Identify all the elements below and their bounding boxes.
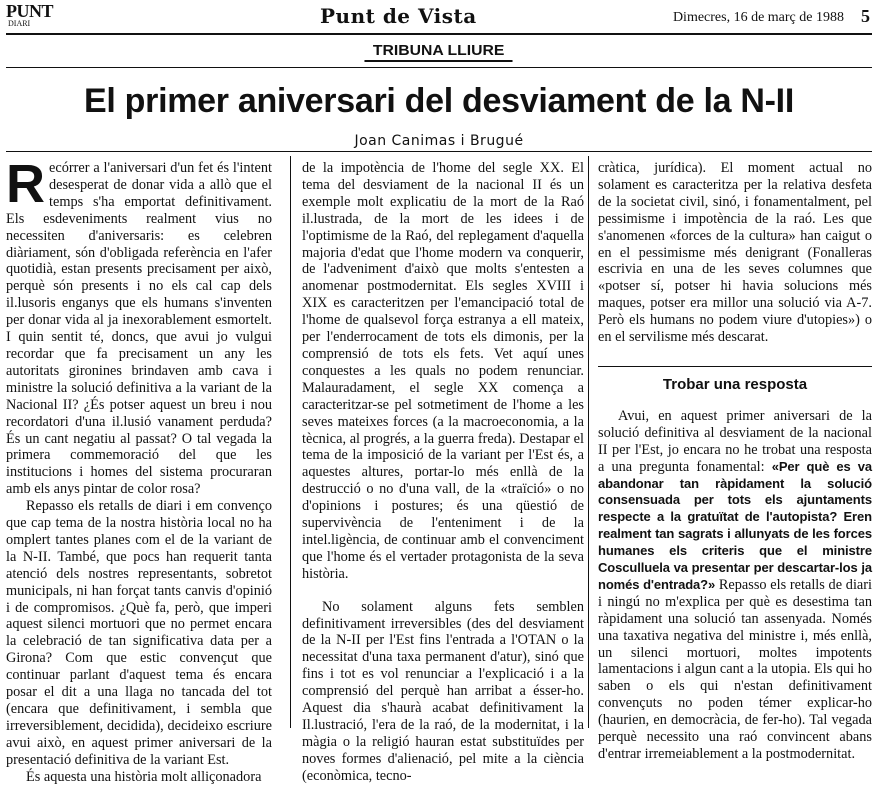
bold-question: «Per què es va abandonar tan ràpidament la solució consensuada per tots els ajuntaments respecte a la gratuïtat de l'autopista? Eren realment tan sagrats i allunyats de les forces humanes els criteris que el ministre Cosculluela va presentar per descartar-los ja només d'entrada?» [598, 458, 872, 592]
drop-cap: R [6, 154, 45, 214]
column-divider [588, 156, 589, 728]
subheading-container [598, 366, 872, 394]
dateline: Dimecres, 16 de març de 1988 [672, 10, 844, 25]
paragraph: No solament alguns fets semblen definitivament irreversibles (des del desviament de la N-II per l'Est fins l'entrada a l'OTAN o la necessitat d'una taxa permanent d'atur), sinó que fins i tot es vol renunciar a l'explicació i a la comprensió del perquè han arribat a ésser-ho. Aquest dia s'haurà acabat definitivament la Il.lustració, l'era de la raó, de la modernitat, i la màgia o la religió hauran estat substituïdes per noves formes d'alienació, pel mite a la ciència (econòmica, tecno- [302, 598, 584, 784]
paragraph-text: ecórrer a l'aniversari d'un fet és l'intent desesperat de donar vida a allò que el temps s'ha emportat definitivament. Els esdeveniments realment vius no necessiten d'aniversaris: es celebren diàriament, són d'obligada referència en l'afer quotidià, estan presents precisament per això, perquè són presents i no els cal cap dels il.lusoris enganys que els humans s'inventen per donar vida al ja inexorablement esmortelt. I quin sentit té, doncs, que avui jo vulgui recordar que fa precisament un any les autoritats gironines brindaven amb cava i ministre la solució definitiva a la variant de la Nacional II? ¿És potser aquest un breu i nou recordatori d'una il.lusió vanament perduda? És un cant negatiu al passat? O tal vegada la primera commemoració del que les institucions i homes del sistema procuraran amb els anys pintar de color rosa? [6, 160, 272, 498]
article-column-2 [302, 160, 584, 785]
page-number: 5 [861, 6, 870, 26]
paragraph: de la impotència de l'home del segle XX. El tema del desviament de la nacional II és un exemple molt explicatiu de la mort de la Raó il.lustrada, de la mort de les idees i de l'optimisme de la Raó, del replegament d'aquella majoria d'edat que l'home modern va conquerir, de l'adveniment d'això que molts s'entesten a anomenar postmodernitat. Els segles XVIII i XIX es caracteritzen per l'emancipació total de l'home de qualsevol força estranya a ell mateix, per l'enderrocament de tots els dimonis, per la comprensió de tots els fets. Vet aquí unes conquestes a les quals no podem renunciar. Malauradament, el segle XX comença a caracteritzar-se pel sotmetiment de l'home a les seves mateixes forces (a la macroeconomia, a la tècnica, al progrés, a la guerra freda). Destapar el tema de la imposició de la variant per l'Est és, a aquestes altures, portar-lo més enllà de la destrucció o no d'una vall, de la «traïció» o no d'opinions i postures; és una qüestió de supervivència de l'enteniment i de la intel.ligència, de continuar amb el convenciment que l'home és el vertader protagonista de la seva història. [302, 160, 584, 582]
rubric-label: TRIBUNA LLIURE [365, 42, 513, 62]
article-author: Joan Canimas i Brugué [354, 133, 524, 149]
paragraph [6, 154, 272, 498]
article-column-1 [6, 154, 272, 786]
masthead-rule [6, 33, 872, 35]
masthead [0, 0, 878, 34]
article-column-3 [598, 160, 872, 763]
subheading: Trobar una resposta [662, 375, 808, 393]
paragraph: Repasso els retalls de diari i em convenço que cap tema de la nostra història local no ha omplert tantes planes com el de la variant de la N-II. També, que pocs han requerit tanta atenció dels nostres representants, sobretot municipals, ni han forçat tants canvis d'opinió i de compromisos. ¿Què fa, però, que imperi aquest silenci mortuori que no permet encara la celebració de tan significativa data per a Girona? Com que estic convençut que continuar parlant d'aquest tema és encara posar el dit a una llaga no tancada del tot (encara que definitivament, i sembla que irreversiblement, decidida), decideixo escriure avui això, en aquest primer aniversari de la presentació definitiva de la variant Est. [6, 498, 272, 768]
author-rule [6, 151, 872, 152]
paragraph: És aquesta una història molt alliçonadora [26, 768, 262, 785]
paragraph-text: Avui, en aquest primer aniversari de la solució definitiva al desviament de la nacional II per l'Est, jo encara no he trobat una resposta a una pregunta fonamental: [598, 407, 872, 475]
article-headline: El primer aniversari del desviament de la N-II [84, 82, 794, 120]
paragraph: cràtica, jurídica). El moment actual no solament es caracteritza per la relativa desfeta de la societat civil, sinó, i fonamentalment, pel pessimisme i impotència de la raó. Les que s'anomenen «forces de la cultura» han caigut o en el pessimisme més denigrant (Fonalleras escrivia en una de les seves columnes que «potser sí, potser hi havia solucions més maques, potser era millor una solució via A-7. Però els humans no podem viure d'utopies») o en el servilisme més descarat. [598, 160, 872, 346]
newspaper-logo [6, 2, 66, 28]
column-divider [290, 156, 291, 728]
paragraph-text: Repasso els retalls de diari i ningú no m'explica per què es desestima tan ràpidament una solució tan assenyada. Només una taxativa negativa del ministre i, més enllà, un silenci mortuori, moltes impotents lamentacions i algun cant a la utopia. Els qui ho saben o els qui n'estan definitivament convençuts no poden témer explicar-ho (haurien, en democràcia, de fer-ho). Tal vegada perquè necessito una raó convincent abans d'entrar irremeiablement a la postmodernitat. [598, 576, 872, 762]
paragraph [598, 408, 872, 763]
rubric-rule [6, 67, 872, 68]
rubric-container [0, 42, 878, 62]
logo-subtext: DIARI [8, 19, 31, 28]
logo-text: PUNT [6, 1, 53, 21]
section-title: Punt de Vista [320, 4, 477, 28]
